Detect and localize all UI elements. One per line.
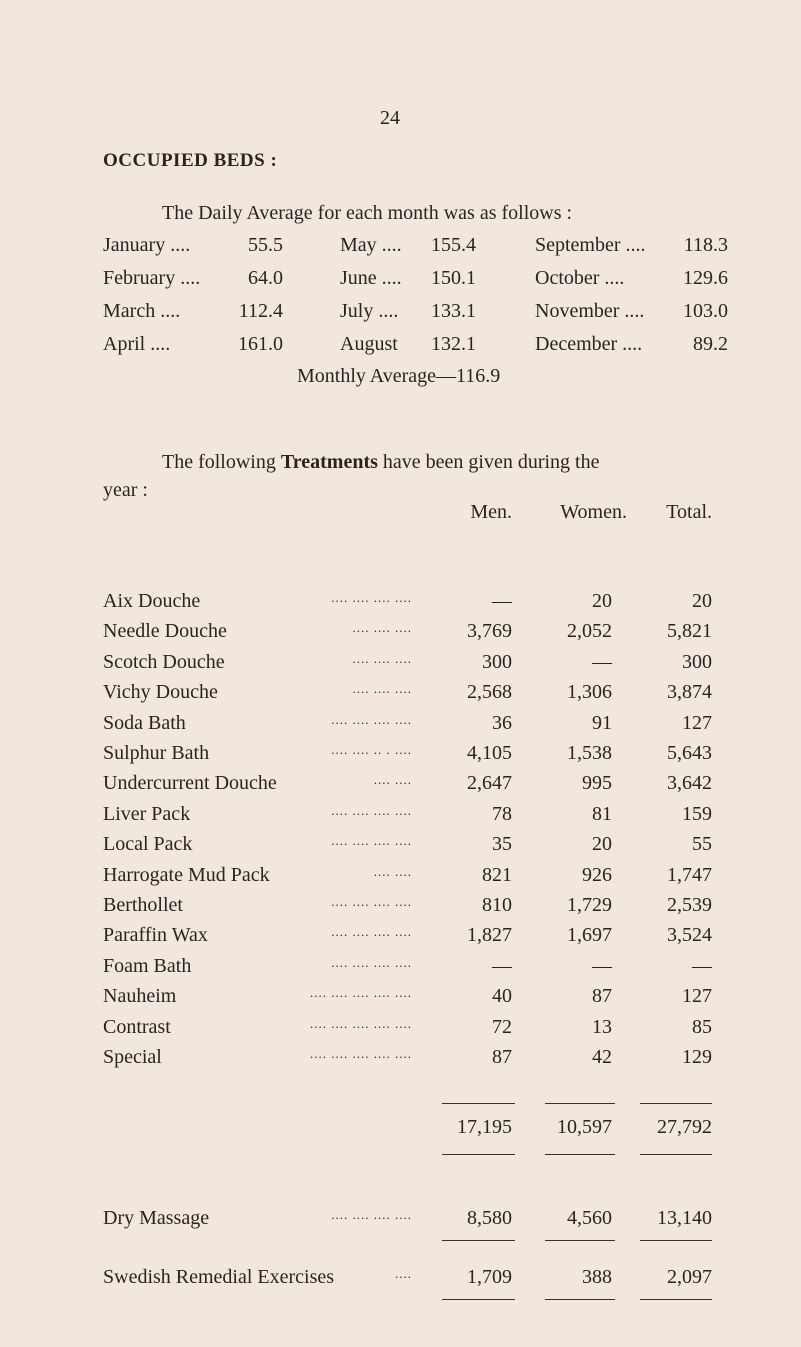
total-value: 127: [682, 711, 712, 734]
treatment-name: Sulphur Bath: [103, 742, 210, 764]
month-value: 55.5: [248, 234, 283, 256]
men-value: 4,105: [467, 742, 512, 764]
leader-dots: .... .... .... ....: [331, 954, 412, 970]
month-value: 89.2: [693, 333, 728, 355]
divider: [442, 1299, 515, 1300]
women-value: 926: [582, 863, 612, 886]
month-label: August: [340, 333, 398, 355]
women-value: 81: [592, 802, 612, 825]
intro-text: The following: [162, 451, 276, 473]
total-value: 85: [692, 1015, 712, 1038]
treatment-name: Swedish Remedial Exercises: [103, 1266, 335, 1288]
leader-dots: ....: [395, 1266, 412, 1281]
month-value: 133.1: [431, 300, 476, 322]
women-value: 2,052: [567, 620, 612, 643]
treatment-name: Dry Massage: [103, 1207, 210, 1229]
men-value: —: [492, 954, 512, 977]
total-value: 2,097: [667, 1266, 712, 1288]
leader-dots: .... .... ....: [352, 620, 412, 636]
treatments-intro: [162, 452, 599, 472]
divider: [545, 1299, 615, 1300]
month-value: 155.4: [431, 234, 476, 256]
treatment-name: Foam Bath: [103, 954, 192, 977]
women-value: 1,729: [567, 894, 612, 916]
header-men: Men.: [470, 501, 512, 523]
women-value: 1,306: [567, 681, 612, 704]
divider: [640, 1154, 712, 1155]
total-value: 3,642: [667, 772, 712, 795]
month-label: September ....: [535, 234, 646, 256]
women-value: 13: [592, 1015, 612, 1038]
men-value: 2,568: [467, 681, 512, 704]
month-value: 103.0: [683, 300, 728, 322]
page-number: 24: [380, 107, 400, 129]
women-value: —: [592, 954, 612, 977]
total-value: 3,874: [667, 681, 712, 704]
men-value: 40: [492, 985, 512, 1008]
divider: [545, 1154, 615, 1155]
section-heading: OCCUPIED BEDS :: [103, 150, 278, 171]
header-women: Women.: [560, 501, 627, 523]
men-value: 300: [482, 650, 512, 673]
women-value: —: [592, 650, 612, 673]
leader-dots: .... ....: [373, 772, 412, 788]
treatment-name: Undercurrent Douche: [103, 772, 277, 795]
men-value: 2,647: [467, 772, 512, 795]
total-value: 300: [682, 650, 712, 673]
month-label: July ....: [340, 300, 399, 322]
treatment-name: Needle Douche: [103, 620, 227, 643]
leader-dots: .... .... .... ....: [331, 590, 412, 605]
treatment-name: Local Pack: [103, 833, 193, 856]
total-value: —: [692, 954, 712, 977]
women-value: 388: [582, 1266, 612, 1288]
leader-dots: .... .... .... .... ....: [310, 1046, 412, 1061]
treatments-intro-cont: year :: [103, 479, 148, 501]
total-value: 5,643: [667, 742, 712, 764]
treatment-name: Vichy Douche: [103, 681, 218, 704]
treatment-name: Special: [103, 1046, 162, 1068]
daily-average-intro: The Daily Average for each month was as follows :: [162, 202, 573, 224]
women-value: 20: [592, 590, 612, 612]
leader-dots: .... ....: [373, 863, 412, 879]
month-label: November ....: [535, 300, 645, 322]
total-value: 3,524: [667, 924, 712, 947]
treatment-name: Nauheim: [103, 985, 177, 1008]
men-value: 87: [492, 1046, 512, 1068]
divider: [640, 1299, 712, 1300]
leader-dots: .... .... .. . ....: [331, 742, 412, 757]
men-value: 72: [492, 1015, 512, 1038]
treatment-name: Harrogate Mud Pack: [103, 863, 270, 886]
leader-dots: .... .... ....: [352, 681, 412, 697]
intro-bold: Treatments: [280, 451, 378, 473]
month-value: 132.1: [431, 333, 476, 355]
divider: [545, 1240, 615, 1241]
divider: [640, 1103, 712, 1104]
women-value: 87: [592, 985, 612, 1008]
total-value: 2,539: [667, 894, 712, 916]
men-total: 17,195: [457, 1116, 512, 1138]
total-value: 20: [692, 590, 712, 612]
leader-dots: .... .... .... ....: [331, 894, 412, 909]
intro-text: have been given during the: [382, 451, 600, 473]
leader-dots: .... .... .... .... ....: [310, 985, 412, 1001]
leader-dots: .... .... .... ....: [331, 802, 412, 818]
month-label: March ....: [103, 300, 181, 322]
women-value: 1,697: [567, 924, 612, 947]
leader-dots: .... .... .... ....: [331, 711, 412, 727]
men-value: —: [492, 590, 512, 612]
men-value: 821: [482, 863, 512, 886]
total-value: 13,140: [657, 1207, 712, 1229]
divider: [442, 1103, 515, 1104]
women-value: 1,538: [567, 742, 612, 764]
treatment-name: Scotch Douche: [103, 650, 225, 673]
men-value: 35: [492, 833, 512, 856]
treatment-name: Paraffin Wax: [103, 924, 208, 947]
women-value: 91: [592, 711, 612, 734]
men-value: 1,709: [467, 1266, 512, 1288]
women-value: 20: [592, 833, 612, 856]
month-label: December ....: [535, 333, 643, 355]
month-label: January ....: [103, 234, 191, 256]
month-value: 161.0: [238, 333, 283, 355]
women-value: 995: [582, 772, 612, 795]
men-value: 1,827: [467, 924, 512, 947]
treatment-name: Contrast: [103, 1015, 171, 1038]
month-label: June ....: [340, 267, 402, 289]
month-value: 118.3: [683, 234, 728, 256]
month-label: May ....: [340, 234, 402, 256]
month-value: 64.0: [248, 267, 283, 289]
grand-total: 27,792: [657, 1116, 712, 1138]
total-value: 129: [682, 1046, 712, 1068]
treatment-name: Soda Bath: [103, 711, 186, 734]
leader-dots: .... .... .... ....: [331, 924, 412, 940]
men-value: 78: [492, 802, 512, 825]
men-value: 3,769: [467, 620, 512, 643]
divider: [442, 1240, 515, 1241]
total-value: 127: [682, 985, 712, 1008]
header-total: Total.: [666, 501, 712, 523]
month-value: 129.6: [683, 267, 728, 289]
month-value: 150.1: [431, 267, 476, 289]
men-value: 810: [482, 894, 512, 916]
women-value: 4,560: [567, 1207, 612, 1229]
month-label: April ....: [103, 333, 171, 355]
women-value: 42: [592, 1046, 612, 1068]
men-value: 8,580: [467, 1207, 512, 1229]
divider: [442, 1154, 515, 1155]
month-label: October ....: [535, 267, 625, 289]
treatment-name: Liver Pack: [103, 802, 191, 825]
total-value: 55: [692, 833, 712, 856]
leader-dots: .... .... .... ....: [331, 833, 412, 849]
women-total: 10,597: [557, 1116, 612, 1138]
monthly-average: Monthly Average—116.9: [297, 365, 501, 387]
month-label: February ....: [103, 267, 201, 289]
total-value: 1,747: [667, 863, 712, 886]
total-value: 159: [682, 802, 712, 825]
total-value: 5,821: [667, 620, 712, 643]
treatment-name: Berthollet: [103, 894, 183, 916]
men-value: 36: [492, 711, 512, 734]
divider: [640, 1240, 712, 1241]
leader-dots: .... .... .... .... ....: [310, 1015, 412, 1031]
leader-dots: .... .... ....: [352, 650, 412, 666]
leader-dots: .... .... .... ....: [331, 1207, 412, 1222]
divider: [545, 1103, 615, 1104]
treatment-name: Aix Douche: [103, 590, 201, 612]
month-value: 112.4: [238, 300, 283, 322]
